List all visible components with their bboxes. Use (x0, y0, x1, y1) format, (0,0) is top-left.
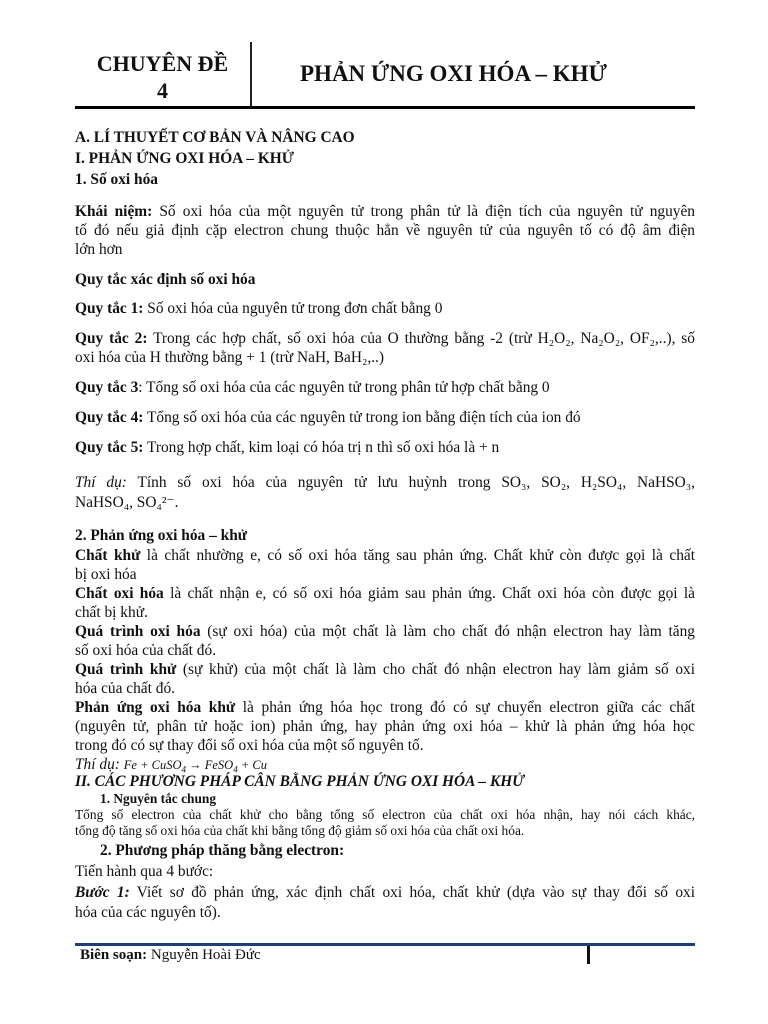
step-1-cont: hóa của các nguyên tố). (75, 904, 221, 921)
reduction-process-def: Quá trình khử (sự khử) của một chất là làm cho chất đó nhận electron hay làm giảm số oxi (75, 661, 695, 678)
subsection-2-heading: 2. Phản ứng oxi hóa – khử (75, 527, 248, 544)
chapter-label-line1: CHUYÊN ĐỀ (96, 51, 229, 76)
rule-2: Quy tắc 2: Trong các hợp chất, số oxi hóa của O thường bằng -2 (trừ H₂O₂, Na₂O₂, OF₂,..), số (75, 330, 695, 347)
footer-bar (587, 946, 590, 964)
footer-author: Biên soạn: Nguyễn Hoài Đức (80, 947, 261, 963)
rule-3: Quy tắc 3: Tổng số oxi hóa của các nguyên tử trong phân tử hợp chất bằng 0 (75, 379, 550, 396)
section-ii-heading: II. CÁC PHƯƠNG PHÁP CÂN BẰNG PHẢN ỨNG OXI HÓA – KHỬ (75, 773, 525, 790)
header-divider (250, 42, 252, 106)
definition-line: Khái niệm: Số oxi hóa của một nguyên tử trong phân tử là điện tích của nguyên tử nguyên (75, 203, 696, 220)
rule-2-cont: oxi hóa của H thường bằng + 1 (trừ NaH, BaH₂,..) (75, 349, 384, 366)
reduction-process-def-cont: hóa của chất đó. (75, 680, 175, 697)
rule-1: Quy tắc 1: Số oxi hóa của nguyên tử trong đơn chất bằng 0 (75, 300, 443, 317)
reducer-def-cont: bị oxi hóa (75, 566, 137, 583)
rule-4: Quy tắc 4: Tổng số oxi hóa của các nguyên tử trong ion bằng điện tích của ion đó (75, 409, 581, 426)
header-rule (75, 106, 695, 109)
redox-reaction-def-cont: (nguyên tử, phân tử hoặc ion) phản ứng, hay phản ứng oxi hóa – khử là phản ứng hóa học (75, 718, 695, 735)
steps-intro: Tiến hành qua 4 bước: (75, 863, 214, 880)
principle-text: tổng độ tăng số oxi hóa của chất khi bằng tổng độ giảm số oxi hóa của chất oxi hóa. (75, 823, 525, 838)
step-1: Bước 1: Viết sơ đồ phản ứng, xác định chất oxi hóa, chất khử (dựa vào sự thay đổi số oxi (75, 884, 696, 901)
page-title: PHẢN ỨNG OXI HÓA – KHỬ (300, 61, 607, 86)
example-1-cont: NaHSO₄, SO₄²⁻. (75, 494, 179, 511)
subsection-1-heading: 1. Số oxi hóa (75, 171, 158, 188)
principle-heading: 1. Nguyên tắc chung (100, 791, 217, 806)
rules-heading: Quy tắc xác định số oxi hóa (75, 271, 256, 288)
oxidizer-def-cont: chất bị khử. (75, 604, 148, 621)
definition-line: tố đó nếu giả định cặp electron chung thuộc hẳn về nguyên tử của nguyên tố có độ âm điện (75, 222, 695, 239)
example-1: Thí dụ: Tính số oxi hóa của nguyên tử lưu huỳnh trong SO₃, SO₂, H₂SO₄, NaHSO₃, (75, 474, 695, 491)
section-i-heading: I. PHẢN ỨNG OXI HÓA – KHỬ (75, 150, 295, 167)
reaction-equation: Fe + CuSO$_4$ → FeSO$_4$ + Cu (123, 758, 267, 775)
redox-reaction-def-cont: trong đó có sự thay đổi số oxi hóa của một số nguyên tố. (75, 737, 424, 754)
oxidation-process-def: Quá trình oxi hóa (sự oxi hóa) của một chất là làm cho chất đó nhận electron hay làm tăng (75, 623, 695, 640)
example-2: Thí dụ: Fe + CuSO$_4$ → FeSO$_4$ + Cu (75, 756, 267, 775)
oxidation-process-def-cont: số oxi hóa của chất đó. (75, 642, 217, 659)
redox-reaction-def: Phản ứng oxi hóa khử là phản ứng hóa học trong đó có sự chuyển electron giữa các chất (75, 699, 696, 716)
definition-line: lớn hơn (75, 241, 123, 258)
footer-rule (75, 943, 695, 946)
rule-5: Quy tắc 5: Trong hợp chất, kim loại có hóa trị n thì số oxi hóa là + n (75, 439, 500, 456)
method-heading: 2. Phương pháp thăng bằng electron: (100, 842, 345, 859)
section-a-heading: A. LÍ THUYẾT CƠ BẢN VÀ NÂNG CAO (75, 129, 355, 146)
principle-text: Tổng số electron của chất khử cho bằng tổng số electron của chất oxi hóa nhận, hay nói cách khác, (75, 807, 695, 822)
chapter-number: 4 (157, 78, 168, 103)
chapter-label (80, 50, 245, 104)
reducer-def: Chất khử là chất nhường e, có số oxi hóa tăng sau phản ứng. Chất khử còn được gọi là chất (75, 547, 695, 564)
oxidizer-def: Chất oxi hóa là chất nhận e, có số oxi hóa giảm sau phản ứng. Chất oxi hóa còn được gọi là (75, 585, 695, 602)
